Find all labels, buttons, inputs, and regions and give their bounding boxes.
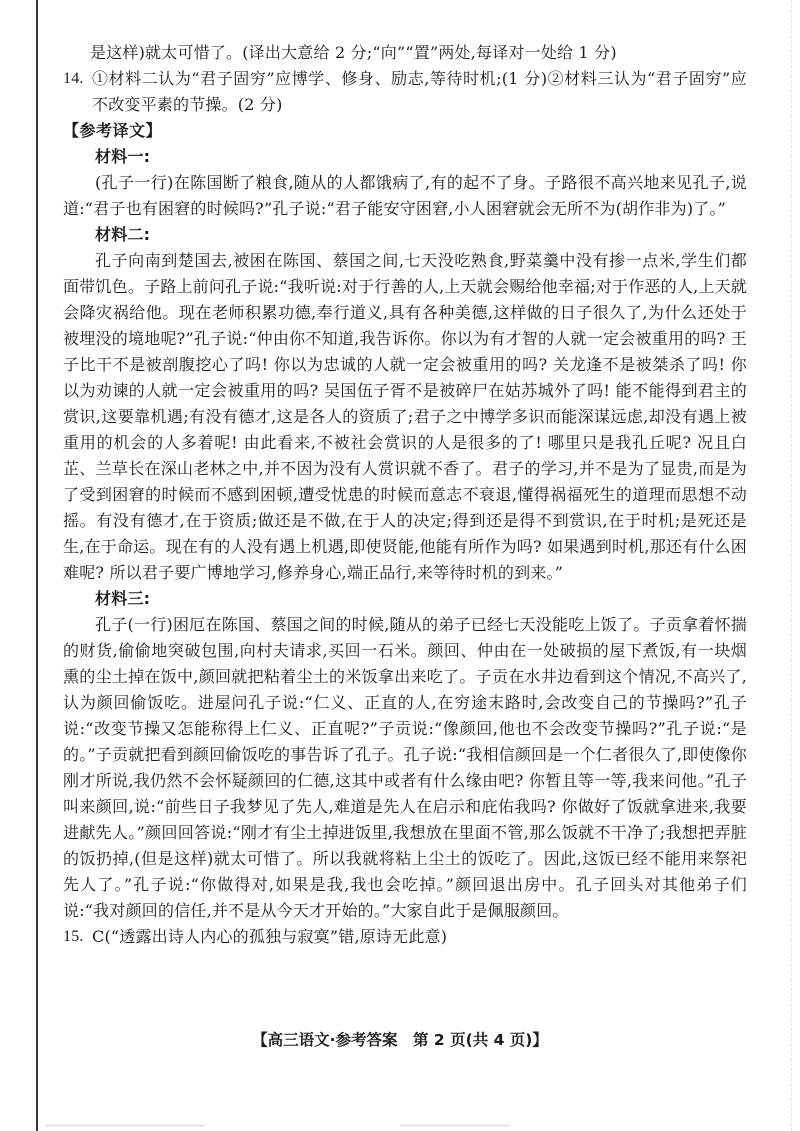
material-2-text: 孔子向南到楚国去,被困在陈国、蔡国之间,七天没吃熟食,野菜羹中没有掺一点米,学生们都面带饥色。子路上前问孔子说:“我听说:对于行善的人,上天就会赐给他幸福;对于作恶的人,上天就会降灾祸给他。现在老师积累功德,奉行道义,具有各种美德,这样做的日子很久了,为什么还处于被埋没的境地呢?”孔子说:“仲由你不知道,我告诉你。你以为有才智的人就一定会被重用的吗? 王子比干不是被剖腹挖心了吗! 你以为忠诚的人就一定会被重用的吗? 关龙逢不是被桀杀了吗! 你以为劝谏的人就一定会被重用的吗? 吴国伍子胥不是被碎尸在姑苏城外了吗! 能不能得到君主的赏识,这要靠机遇;有没有德才,这是各人的资质了;君子之中博学多识而能深谋远虑,却没有遇上被重用的机会的人多着呢! 由此看来,不被社会赏识的人是很多的了! 哪里只是我孔丘呢? 况且白芷、兰草长在深山老林之中,并不因为没有人赏识就不香了。君子的学习,并不是为了显贵,而是为了受到困窘的时候而不感到困顿,遭受忧患的时候而意志不衰退,懂得祸福死生的道理而思想不动摇。有没有德才,在于资质;做还是不做,在于人的决定;得到还是得不到赏识,在于时机;是死还是生,在于命运。现在有的人没有遇上机遇,即使贤能,他能有所作为吗? 如果遇到时机,那还有什么困难呢? 所以君子要广博地学习,修养身心,端正品行,来等待时机的到来。” [63, 251, 747, 582]
scan-bleed-mark [45, 1124, 205, 1127]
page-footer: 【高三语文·参考答案 第 2 页(共 4 页)】 [252, 1031, 548, 1049]
scan-right-dashed-edge [791, 0, 792, 1131]
material-3-label: 材料三: [95, 589, 151, 608]
answer-item-15 [63, 924, 747, 950]
material-1-label: 材料一: [95, 147, 151, 166]
answer-13-continuation-line: 是这样)就太可惜了。(译出大意给 2 分;“向”“置”两处,每译对一处给 1 分) [90, 43, 617, 62]
material-2-label: 材料二: [95, 225, 151, 244]
answer-key-content [63, 40, 747, 950]
material-1-text: (孔子一行)在陈国断了粮食,随从的人都饿病了,有的起不了身。子路很不高兴地来见孔子,说道:“君子也有困窘的时候吗?”孔子说:“君子能安守困窘,小人困窘就会无所不为(胡作非为)了。” [63, 173, 747, 218]
scan-bleed-mark [400, 1124, 510, 1127]
answer-15-text: C(“透露出诗人内心的孤独与寂寞”错,原诗无此意) [92, 927, 448, 946]
answer-14-number: 14. [63, 70, 84, 87]
answer-item-14 [63, 66, 747, 118]
answer-15-number: 15. [63, 928, 84, 945]
answer-14-text: ①材料二认为“君子固穷”应博学、修身、励志,等待时机;(1 分)②材料三认为“君子固穷”应不改变平素的节操。(2 分) [92, 69, 747, 114]
scan-edge-line [36, 0, 38, 1131]
material-3-text: 孔子(一行)困厄在陈国、蔡国之间的时候,随从的弟子已经七天没能吃上饭了。子贡拿着怀揣的财货,偷偷地突破包围,向村夫请求,买回一石米。颜回、仲由在一处破损的屋下煮饭,有一块烟熏的尘土掉在饭中,颜回就把粘着尘土的米饭拿出来吃了。子贡在水井边看到这个情况,不高兴了,认为颜回偷饭吃。进屋问孔子说:“仁义、正直的人,在穷途末路时,会改变自己的节操吗?”孔子说:“改变节操又怎能称得上仁义、正直呢?”子贡说:“像颜回,他也不会改变节操吗?”孔子说:“是的。”子贡就把看到颜回偷饭吃的事告诉了孔子。孔子说:“我相信颜回是一个仁者很久了,即使像你刚才所说,我仍然不会怀疑颜回的仁德,这其中或者有什么缘由吧? 你暂且等一等,我来问他。”孔子叫来颜回,说:“前些日子我梦见了先人,难道是先人在启示和庇佑我吗? 你做好了饭就拿进来,我要进献先人。”颜回回答说:“刚才有尘土掉进饭里,我想放在里面不管,那么饭就不干净了;我想把弄脏的饭扔掉,(但是这样)就太可惜了。所以我就将粘上尘土的饭吃了。因此,这饭已经不能用来祭祀先人了。”孔子说:“你做得对,如果是我,我也会吃掉。”颜回退出房中。孔子回头对其他弟子们说:“我对颜回的信任,并不是从今天才开始的。”大家自此于是佩服颜回。 [63, 615, 747, 920]
reference-translation-heading: 【参考译文】 [63, 121, 163, 140]
